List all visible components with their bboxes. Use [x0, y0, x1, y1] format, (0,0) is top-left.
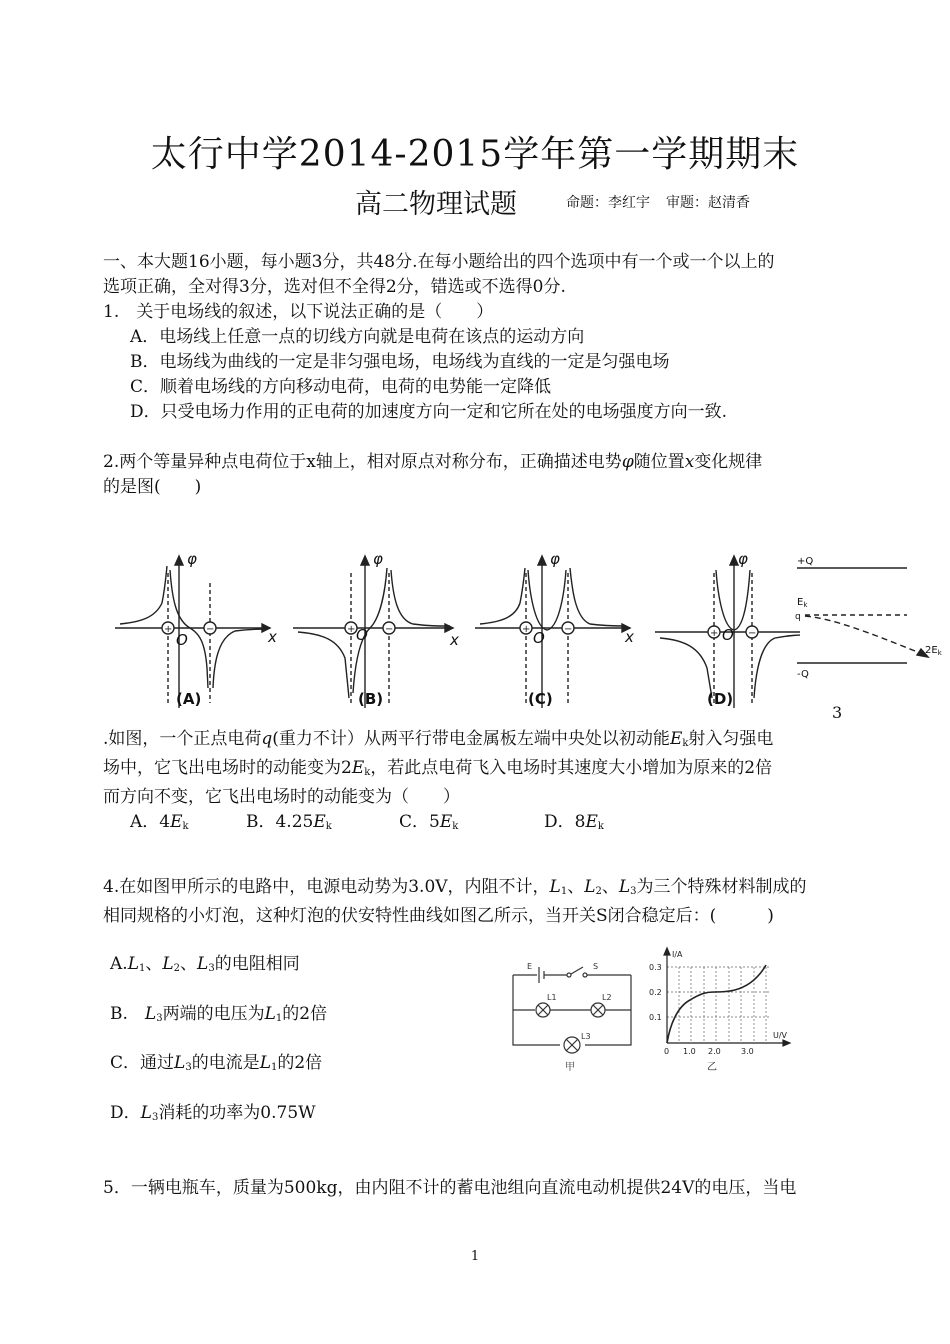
- option-b: B. $L_3$两端的电压为$L_1$的2倍: [110, 1004, 328, 1024]
- graph-a: [115, 556, 270, 708]
- l-symbol: L: [618, 877, 631, 897]
- reviewer: 审题：赵清香: [666, 195, 750, 211]
- svg-text:+: +: [347, 624, 356, 635]
- svg-text:−: −: [206, 624, 215, 635]
- stem-text: 射入匀强电: [688, 729, 774, 749]
- option-a: A．电场线上任意一点的切线方向就是电荷在该点的运动方向: [130, 327, 585, 347]
- option-text: 两端的电压为: [162, 1004, 265, 1024]
- k-sub: k: [452, 821, 459, 832]
- question-stem: [103, 727, 773, 756]
- e-symbol: E: [313, 812, 326, 832]
- e-symbol: E: [585, 812, 598, 832]
- question-2: [103, 450, 762, 500]
- option-a: [130, 810, 189, 839]
- option-text: A.: [110, 954, 128, 974]
- graph-c-origin: O: [533, 629, 545, 647]
- q-symbol: q: [261, 729, 273, 749]
- svg-text:+: +: [710, 628, 719, 639]
- question-4: [103, 875, 807, 929]
- l-symbol: L: [162, 954, 174, 974]
- iu-ylabel: I/A: [672, 950, 683, 959]
- question-options: [103, 810, 773, 835]
- e-symbol: E: [669, 729, 683, 749]
- graph-a-ylabel: φ: [187, 550, 197, 568]
- question-3: [103, 727, 773, 835]
- k-sub: k: [682, 738, 689, 749]
- svg-text:+: +: [164, 624, 173, 635]
- graph-b-label: (B): [358, 690, 384, 708]
- svg-text:−: −: [564, 624, 573, 635]
- option-b: B．电场线为曲线的一定是非匀强电场，电场线为直线的一定是匀强电场: [130, 352, 670, 372]
- graph-d-ylabel: φ: [738, 550, 748, 568]
- question-stem: 1. 关于电场线的叙述，以下说法正确的是（ ）: [103, 302, 494, 322]
- section-instructions: [103, 250, 774, 300]
- xtick: 2.0: [708, 1047, 721, 1056]
- graph-a-origin: O: [176, 631, 188, 649]
- l-symbol: L: [264, 1004, 276, 1024]
- option-text: 的电流是: [191, 1053, 260, 1073]
- page-title: 太行中学2014-2015学年第一学期期末: [150, 134, 800, 175]
- ek-sub: k: [803, 601, 808, 609]
- xtick: 1.0: [683, 1047, 696, 1056]
- svg-text:+: +: [522, 624, 531, 635]
- graph-b-xlabel: x: [450, 631, 459, 649]
- instructions-line: 选项正确，全对得3分，选对但不全得2分，错选或不选得0分.: [103, 277, 566, 297]
- graph-d-label: (D): [707, 690, 734, 708]
- question-options: [103, 325, 727, 425]
- svg-text:−: −: [748, 628, 757, 639]
- question-stem: 5．一辆电瓶车，质量为500kg，由内阻不计的蓄电池组向直流电动机提供24V的电压，当电: [103, 1178, 797, 1198]
- option-b: [246, 810, 332, 839]
- stem-text: ，若此点电荷飞入电场时其速度大小增加为原来的2倍: [370, 758, 773, 778]
- plus-q-label: +Q: [797, 556, 814, 567]
- question-stem: 而方向不变，它飞出电场时的动能变为（ ）: [103, 787, 460, 807]
- e-symbol: E: [439, 812, 453, 832]
- circuit-diagram: [505, 955, 640, 1075]
- q2-graphs: [110, 548, 800, 716]
- x-symbol: x: [684, 452, 695, 472]
- svg-text:2Ek: [925, 645, 943, 657]
- question-stem-2: 的是图( ): [103, 477, 202, 497]
- minus-q-label: -Q: [797, 669, 809, 680]
- l-symbol: L: [549, 877, 561, 897]
- l2-label: L2: [602, 993, 612, 1002]
- stem-text: 场中，它飞出电场时的动能变为2: [103, 758, 352, 778]
- q3-plates-figure: [795, 553, 945, 685]
- ytick: 0.2: [649, 988, 662, 997]
- graph-c: [475, 556, 630, 708]
- option-text: A．4: [130, 812, 171, 832]
- switch-label: S: [593, 962, 599, 971]
- option-d: D．只受电场力作用的正电荷的加速度方向一定和它所在处的电场强度方向一致.: [130, 402, 728, 422]
- question-5: [103, 1176, 796, 1201]
- battery-label: E: [527, 962, 533, 971]
- l1-label: L1: [547, 993, 557, 1002]
- l-symbol: L: [127, 954, 139, 974]
- ek2-sub: k: [937, 649, 942, 657]
- page-subtitle: 高二物理试题: [355, 189, 517, 220]
- l-symbol: L: [197, 954, 209, 974]
- svg-text:Ek: [797, 597, 808, 609]
- q-label: q: [795, 612, 801, 622]
- graph-a-label: (A): [176, 690, 202, 708]
- instructions-line: 一、本大题16小题，每小题3分，共48分.在每小题给出的四个选项中有一个或一个以上的: [103, 252, 775, 272]
- graph-b-origin: O: [356, 626, 368, 644]
- separator: 、: [567, 877, 585, 897]
- ek-label: E: [797, 597, 804, 608]
- l3-label: L3: [581, 1032, 591, 1041]
- ytick: 0.1: [649, 1013, 662, 1022]
- l-symbol: L: [584, 877, 596, 897]
- iu-graph: [645, 945, 795, 1080]
- question-stem: [103, 450, 762, 475]
- stem-text: 随位置: [633, 452, 685, 472]
- separator: 、: [180, 954, 198, 974]
- option-text: D．: [110, 1103, 141, 1123]
- option-d: [544, 810, 604, 839]
- svg-text:−: −: [385, 624, 394, 635]
- q3-number: 3: [832, 703, 843, 722]
- separator: 、: [145, 954, 163, 974]
- graph-b: [293, 556, 453, 708]
- graph-a-xlabel: x: [268, 628, 277, 646]
- stem-text: 为三个特殊材料制成的: [636, 877, 807, 897]
- author-line: [566, 192, 766, 212]
- graph-d-origin: O: [722, 626, 734, 644]
- l-symbol: L: [140, 1103, 152, 1123]
- trajectory: [805, 616, 920, 653]
- graph-c-ylabel: φ: [550, 550, 560, 568]
- k-sub: k: [597, 821, 604, 832]
- graph-b-ylabel: φ: [373, 550, 383, 568]
- stem-text: 2.两个等量异种点电荷位于x轴上，相对原点对称分布，正确描述电势: [103, 452, 622, 472]
- option-a: $A.L_1$、$L_2$、$L_3$的电阻相同: [110, 954, 300, 974]
- option-text: C．通过: [110, 1053, 175, 1073]
- iu-xlabel: U/V: [773, 1031, 788, 1040]
- separator: 、: [601, 877, 619, 897]
- question-stem: [103, 756, 773, 785]
- graph-c-label: (C): [528, 690, 553, 708]
- option-text: 消耗的功率为0.75W: [158, 1103, 316, 1123]
- ek2-label: 2E: [925, 645, 938, 656]
- k-sub: k: [364, 767, 371, 778]
- option-text: 的2倍: [277, 1053, 323, 1073]
- xtick: 0: [664, 1047, 670, 1056]
- option-text: 的电阻相同: [214, 954, 300, 974]
- option-text: B.: [110, 1004, 145, 1024]
- graph-c-xlabel: x: [625, 628, 634, 646]
- option-d: D．$L_3$消耗的功率为0.75W: [110, 1103, 316, 1123]
- stem-text: (重力不计）从两平行带电金属板左端中央处以初动能: [272, 729, 670, 749]
- option-text: C．5: [399, 812, 440, 832]
- option-c: C．通过$L_3$的电流是$L_1$的2倍: [110, 1053, 323, 1073]
- phi-symbol: φ: [621, 452, 634, 472]
- author: 命题：李红宇: [566, 195, 650, 211]
- option-c: C．顺着电场线的方向移动电荷，电荷的电势能一定降低: [130, 377, 552, 397]
- xtick: 3.0: [741, 1047, 754, 1056]
- question-1: [103, 300, 727, 425]
- stem-text: .如图，一个正点电荷: [103, 729, 262, 749]
- option-text: 的2倍: [282, 1004, 328, 1024]
- k-sub: k: [182, 821, 189, 832]
- circuit-caption: 甲: [565, 1062, 575, 1073]
- e-symbol: E: [351, 758, 365, 778]
- stem-text: 4.在如图甲所示的电路中，电源电动势为3.0V，内阻不计，: [103, 877, 550, 897]
- question-stem: 相同规格的小灯泡，这种灯泡的伏安特性曲线如图乙所示，当开关S闭合稳定后：( ): [103, 906, 774, 926]
- l-symbol: L: [144, 1004, 157, 1024]
- ytick: 0.3: [649, 963, 662, 972]
- option-text: B．4.25: [246, 812, 314, 832]
- l-symbol: L: [259, 1053, 271, 1073]
- page-number: 1: [470, 1249, 480, 1264]
- option-text: D．8: [544, 812, 586, 832]
- option-c: [399, 810, 458, 839]
- k-sub: k: [325, 821, 332, 832]
- e-symbol: E: [170, 812, 183, 832]
- question-stem: 4.在如图甲所示的电路中，电源电动势为3.0V，内阻不计，$L_1$、$L_2$、$L_3$为三个特殊材料制成的: [103, 877, 807, 897]
- l-symbol: L: [174, 1053, 186, 1073]
- stem-text: 变化规律: [694, 452, 763, 472]
- graph-caption: 乙: [707, 1062, 717, 1073]
